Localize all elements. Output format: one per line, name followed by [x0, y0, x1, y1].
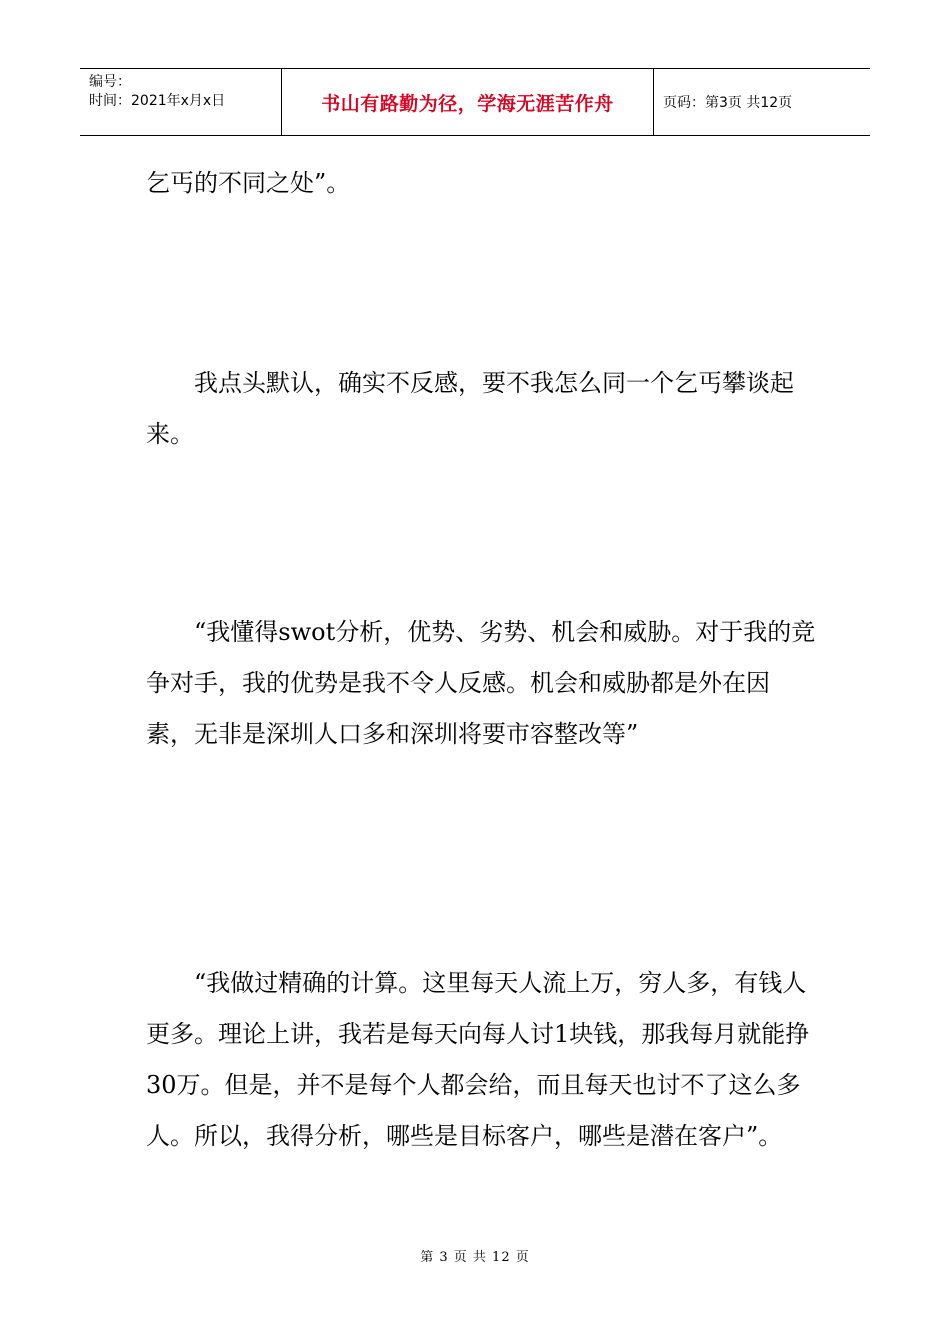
header-table	[80, 68, 870, 136]
header-motto-cell	[281, 69, 654, 135]
header-page-cell	[654, 69, 870, 135]
paragraph-3: “我懂得swot分析，优势、劣势、机会和威胁。对于我的竞争对手，我的优势是我不令人反感。机会和威胁都是外在因素，无非是深圳人口多和深圳将要市容整改等”	[146, 618, 816, 748]
page-footer: 第 3 页 共 12 页	[420, 1250, 530, 1265]
paragraph-1: 乞丐的不同之处”。	[146, 169, 351, 197]
paragraph-4: “我做过精确的计算。这里每天人流上万，穷人多，有钱人更多。理论上讲，我若是每天向每人讨1块钱，那我每月就能挣30万。但是，并不是每个人都会给，而且每天也讨不了这么多人。所以，我得分析，哪些是目标客户，哪些是潜在客户”。	[146, 969, 810, 1150]
time-label: 时间：2021年x月x日	[89, 93, 226, 109]
page-info: 页码：第3页 共12页	[663, 95, 793, 111]
motto-text: 书山有路勤为径，学海无涯苦作舟	[321, 92, 614, 115]
paragraph-2: 我点头默认，确实不反感，要不我怎么同一个乞丐攀谈起来。	[146, 369, 794, 448]
header-meta-cell	[80, 69, 281, 135]
number-label: 编号：	[89, 74, 131, 90]
